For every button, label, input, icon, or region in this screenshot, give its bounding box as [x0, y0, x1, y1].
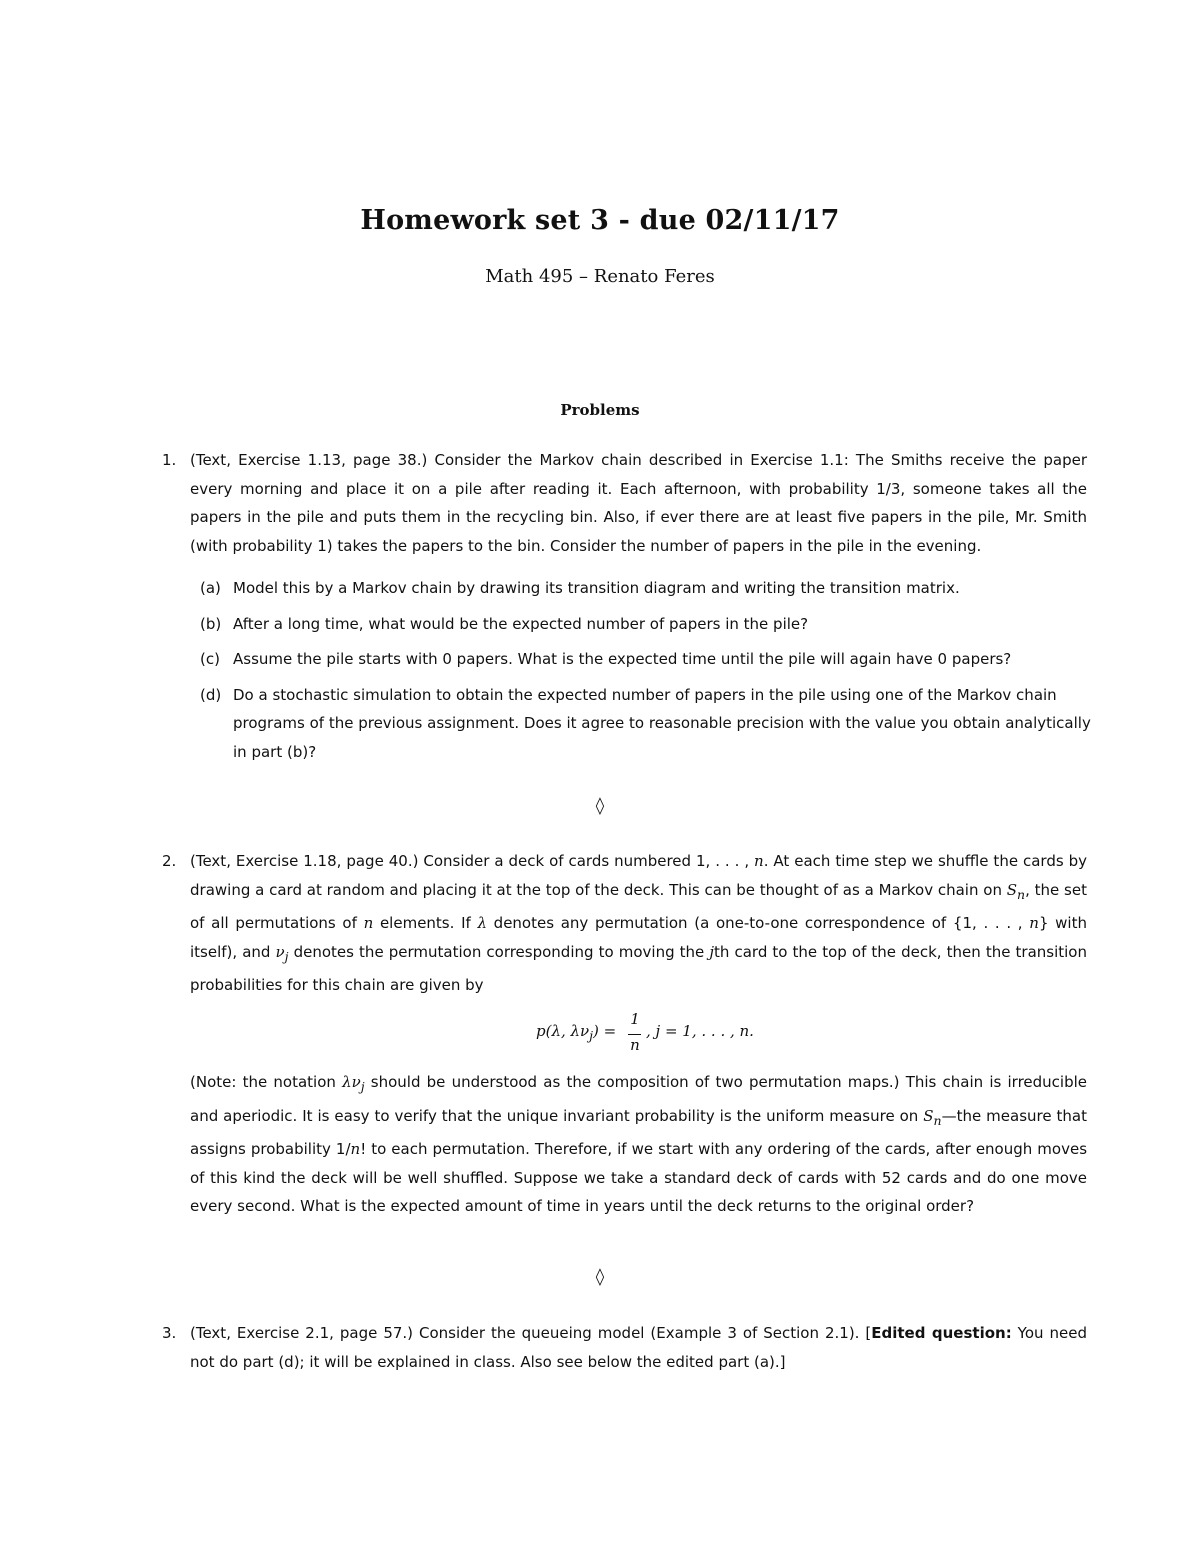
note-text: should be understood as the composition of two permutation maps.) This chain is irreducible and aperiodic. It is easy to verify that the unique invariant probability is the uniform measure on — [190, 1073, 1087, 1125]
math-n: n — [350, 1140, 361, 1158]
problem-text: th card to the top of the deck, then the transition probabilities for this chain are given by — [190, 942, 1087, 994]
math-nu: ν — [275, 942, 285, 961]
part-a — [200, 574, 1093, 603]
part-text: Model this by a Markov chain by drawing its transition diagram and writing the transition matrix. — [233, 579, 960, 597]
problem-text: denotes any permutation (a one-to-one correspondence of {1, . . . , — [486, 914, 1030, 932]
note-text: (Note: the notation — [190, 1073, 343, 1091]
separator-diamond: ◊ — [595, 796, 605, 816]
part-label: (b) — [200, 614, 222, 633]
problem-number: 1. — [162, 451, 177, 469]
math-Sn — [1006, 880, 1026, 902]
problem-text: (Text, Exercise 1.13, page 38.) Consider the Markov chain described in Exercise 1.1: The Smiths receive the paper every morning and place it on a pile after reading it. Each afternoon, with probability 1/3, someone takes all the papers in the pile and puts them in the recycling bin. Also, if ever there are at least five papers in the pile, Mr. Smith (with probability 1) takes the papers to the bin. Consider the number of papers in the pile in the evening. — [190, 451, 1087, 555]
math-lambda-nu-j — [342, 1073, 365, 1094]
fraction-line — [628, 1034, 641, 1035]
math-sub-j: j — [284, 948, 289, 964]
math-j: j — [709, 942, 715, 961]
math-lambda: λ — [477, 914, 487, 932]
edited-question-label: Edited question: — [871, 1324, 1012, 1342]
math-n: n — [754, 852, 764, 870]
equation-eq-sign: ) = — [593, 1022, 617, 1040]
equation-lhs — [536, 1022, 616, 1043]
problem-text: , the set of all permutations of — [190, 880, 1087, 932]
math-nu-j — [275, 942, 289, 964]
note-text: ! to each permutation. Therefore, if we start with any ordering of the cards, after enough moves of this kind the deck will be well shuffled. Suppose we take a standard deck of cards with 52 cards and do one move every second. What is the expected amount of time in years until the deck returns to the original order? — [190, 1140, 1088, 1215]
part-b — [200, 610, 1093, 639]
problem-3 — [162, 1319, 1087, 1376]
problem-text: . At each time step we shuffle the cards by drawing a card at random and placing it at the top of the deck. This can be thought of as a Markov chain on — [190, 852, 1087, 899]
equation-lhs-text: p(λ, λν — [536, 1022, 590, 1040]
part-c — [200, 645, 1093, 674]
note-text: —the measure that assigns probability 1/ — [190, 1106, 1087, 1158]
transition-equation — [0, 1012, 1200, 1058]
math-S: S — [923, 1106, 934, 1125]
problem-text: You need not do part (d); it will be explained in class. Also see below the edited part (a).] — [190, 1324, 1087, 1371]
problem-number: 3. — [162, 1324, 177, 1342]
problem-text: (Text, Exercise 2.1, page 57.) Consider the queueing model (Example 3 of Section 2.1). [ — [190, 1324, 872, 1342]
part-text: After a long time, what would be the expected number of papers in the pile? — [233, 614, 809, 633]
problem-1-parts — [200, 574, 1093, 766]
section-heading: Problems — [560, 401, 640, 419]
math-sub-n: n — [933, 1112, 942, 1128]
problem-number: 2. — [162, 852, 177, 870]
math-n: n — [363, 914, 374, 932]
problem-text: denotes the permutation corresponding to moving the — [288, 942, 710, 961]
math-Sn — [923, 1106, 942, 1128]
equation-sub: j — [589, 1028, 594, 1043]
separator-diamond: ◊ — [595, 1267, 605, 1287]
problem-text: (Text, Exercise 1.18, page 40.) Consider a deck of cards numbered 1, . . . , — [190, 852, 755, 870]
fraction-numerator: 1 — [630, 1010, 640, 1028]
problem-text: elements. If — [373, 914, 478, 932]
part-label: (c) — [200, 650, 220, 668]
equation-rhs: , j = 1, . . . , n. — [646, 1022, 754, 1040]
math-sub-j: j — [360, 1079, 365, 1094]
problem-2 — [162, 847, 1087, 1000]
part-label: (a) — [200, 579, 221, 597]
problem-2-note — [190, 1068, 1087, 1221]
part-text: Assume the pile starts with 0 papers. What is the expected time until the pile will again have 0 papers? — [233, 650, 1012, 668]
math-sub-n: n — [1017, 886, 1026, 902]
math-lambda-nu: λν — [342, 1073, 361, 1091]
part-text: Do a stochastic simulation to obtain the expected number of papers in the pile using one of the Markov chain programs of the previous assignment. Does it agree to reasonable precision with the value you obtain analytically in part (b)? — [233, 685, 1091, 761]
math-S: S — [1006, 880, 1018, 899]
problem-text: } with itself), and — [190, 914, 1087, 961]
part-d — [200, 681, 1093, 767]
fraction-denominator: n — [630, 1036, 640, 1054]
page-subtitle: Math 495 – Renato Feres — [485, 266, 715, 287]
math-n: n — [1029, 914, 1039, 932]
page-title: Homework set 3 - due 02/11/17 — [360, 205, 840, 236]
problem-1 — [162, 446, 1087, 560]
part-label: (d) — [200, 685, 222, 704]
